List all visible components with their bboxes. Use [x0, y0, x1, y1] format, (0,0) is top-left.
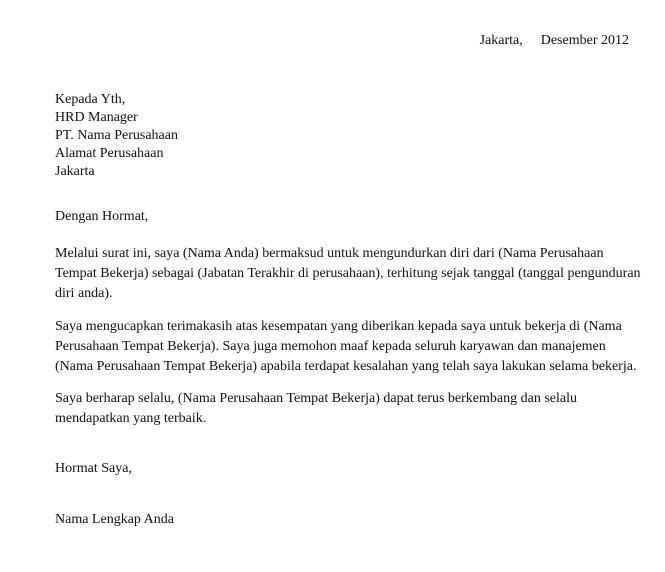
- recipient-company: PT. Nama Perusahaan: [55, 128, 178, 143]
- recipient-city: Jakarta: [55, 164, 95, 179]
- letter-date: Desember 2012: [540, 33, 629, 48]
- letter-place: Jakarta,: [479, 33, 523, 48]
- signature-name: Nama Lengkap Anda: [55, 512, 174, 527]
- recipient-greeting: Kepada Yth,: [55, 92, 126, 107]
- body-paragraph-wishes: Saya berharap selalu, (Nama Perusahaan Tempat Bekerja) dapat terus berkembang dan selalu mendapatkan yang terbaik.: [55, 391, 577, 426]
- recipient-title: HRD Manager: [55, 110, 138, 125]
- body-paragraph-resignation: Melalui surat ini, saya (Nama Anda) bermaksud untuk mengundurkan diri dari (Nama Perusahaan Tempat Bekerja) sebagai (Jabatan Terakhir di perusahaan), terhitung sejak tanggal (tanggal pengunduran diri anda).: [55, 246, 641, 301]
- letter-date-line: [480, 33, 629, 49]
- closing: Hormat Saya,: [55, 461, 132, 476]
- recipient-block: [55, 91, 178, 181]
- recipient-address: Alamat Perusahaan: [55, 146, 164, 161]
- body-paragraph-thanks: Saya mengucapkan terimakasih atas kesempatan yang diberikan kepada saya untuk bekerja di (Nama Perusahaan Tempat Bekerja). Saya juga memohon maaf kepada seluruh karyawan dan manajemen (Nama Perusahaan Tempat Bekerja) apabila terdapat kesalahan yang telah saya lakukan selama bekerja.: [55, 319, 637, 374]
- salutation: Dengan Hormat,: [55, 209, 149, 224]
